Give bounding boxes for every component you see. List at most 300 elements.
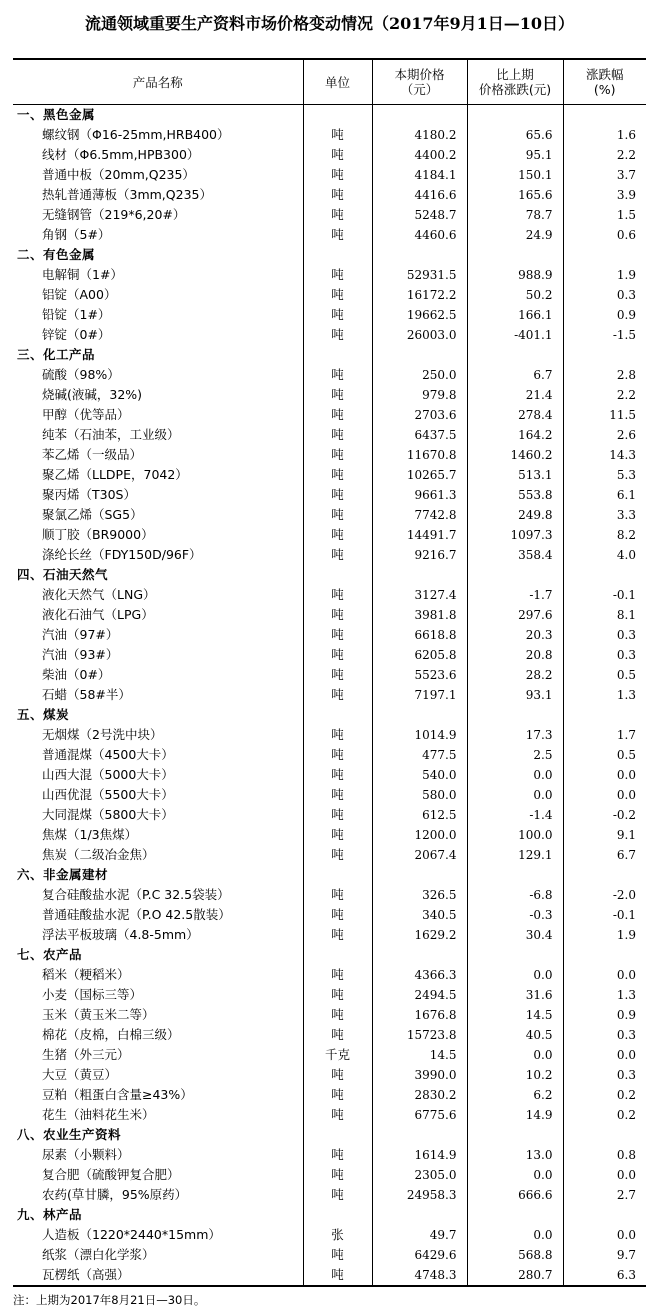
table-row xyxy=(13,485,646,505)
table-row xyxy=(13,665,646,685)
product-name-text: 聚乙烯（LLDPE，7042） xyxy=(42,467,188,482)
product-name-text: 无缝钢管（219*6,20#） xyxy=(42,207,186,222)
table-row xyxy=(13,605,646,625)
product-name-text: 豆粕（粗蛋白含量≥43%） xyxy=(42,1087,193,1102)
cell-percent-change: 1.9 xyxy=(616,268,636,282)
cell-percent-change: 3.7 xyxy=(616,168,636,182)
cell-unit: 吨 xyxy=(303,725,372,745)
group-empty-cell xyxy=(303,245,372,265)
cell-percent-change: -2.0 xyxy=(612,888,636,902)
cell-product-name xyxy=(13,125,303,145)
cell-unit: 吨 xyxy=(303,785,372,805)
product-name-text: 山西大混（5000大卡） xyxy=(42,767,174,782)
product-name-text: 小麦（国标三等） xyxy=(42,987,143,1002)
table-row xyxy=(13,125,646,145)
column-header-current-price-line2: （元） xyxy=(400,82,439,97)
group-empty-cell xyxy=(563,105,646,126)
cell-product-name xyxy=(13,165,303,185)
cell-product-name xyxy=(13,285,303,305)
product-name-text: 无烟煤（2号洗中块） xyxy=(42,727,163,742)
cell-unit: 吨 xyxy=(303,1185,372,1205)
cell-percent-change: 9.1 xyxy=(616,828,636,842)
table-row xyxy=(13,505,646,525)
cell-current-price: 580.0 xyxy=(372,785,467,805)
cell-price-change: -401.1 xyxy=(467,325,563,345)
product-name-text: 棉花（皮棉，白棉三级） xyxy=(42,1027,180,1042)
cell-current-price: 4366.3 xyxy=(372,965,467,985)
group-empty-cell xyxy=(303,865,372,885)
cell-current-price: 979.8 xyxy=(372,385,467,405)
cell-product-name xyxy=(13,745,303,765)
group-empty-cell xyxy=(372,345,467,365)
cell-product-name xyxy=(13,445,303,465)
cell-unit: 吨 xyxy=(303,445,372,465)
cell-unit: 吨 xyxy=(303,425,372,445)
cell-price-change: 513.1 xyxy=(467,465,563,485)
cell-current-price: 14491.7 xyxy=(372,525,467,545)
cell-product-name xyxy=(13,505,303,525)
cell-unit: 吨 xyxy=(303,385,372,405)
product-name-text: 纸浆（漂白化学浆） xyxy=(42,1247,155,1262)
product-name-text: 螺纹钢（Φ16-25mm,HRB400） xyxy=(42,127,230,142)
cell-price-change: 0.0 xyxy=(467,765,563,785)
product-name-text: 普通混煤（4500大卡） xyxy=(42,747,174,762)
product-name-text: 角钢（5#） xyxy=(42,227,111,242)
product-name-text: 焦炭（二级冶金焦） xyxy=(42,847,155,862)
cell-unit: 吨 xyxy=(303,145,372,165)
table-row xyxy=(13,205,646,225)
table-row xyxy=(13,225,646,245)
table-row xyxy=(13,905,646,925)
column-header-unit: 单位 xyxy=(303,59,372,105)
cell-product-name xyxy=(13,605,303,625)
cell-product-name xyxy=(13,645,303,665)
cell-product-name xyxy=(13,1085,303,1105)
table-row xyxy=(13,145,646,165)
cell-product-name xyxy=(13,1045,303,1065)
cell-unit: 吨 xyxy=(303,825,372,845)
group-empty-cell xyxy=(467,1205,563,1225)
cell-current-price: 15723.8 xyxy=(372,1025,467,1045)
group-empty-cell xyxy=(303,1205,372,1225)
cell-percent-change: 2.6 xyxy=(616,428,636,442)
product-name-text: 顺丁胶（BR9000） xyxy=(42,527,154,542)
cell-percent-change: -0.2 xyxy=(612,808,636,822)
cell-unit: 吨 xyxy=(303,545,372,565)
product-name-text: 生猪（外三元） xyxy=(42,1047,130,1062)
cell-product-name xyxy=(13,1145,303,1165)
table-row xyxy=(13,725,646,745)
cell-percent-change: 0.3 xyxy=(616,288,636,302)
group-empty-cell xyxy=(372,105,467,126)
product-name-text: 尿素（小颗料） xyxy=(42,1147,130,1162)
cell-unit: 吨 xyxy=(303,1165,372,1185)
cell-product-name xyxy=(13,1005,303,1025)
cell-current-price: 6205.8 xyxy=(372,645,467,665)
table-row xyxy=(13,1045,646,1065)
cell-unit: 吨 xyxy=(303,285,372,305)
product-name-text: 涤纶长丝（FDY150D/96F） xyxy=(42,547,202,562)
cell-percent-change: 0.6 xyxy=(616,228,636,242)
cell-current-price: 4748.3 xyxy=(372,1265,467,1286)
cell-percent-change: 0.0 xyxy=(616,1168,636,1182)
cell-unit: 吨 xyxy=(303,305,372,325)
table-row xyxy=(13,745,646,765)
cell-percent-change: 0.0 xyxy=(616,768,636,782)
cell-price-change: 249.8 xyxy=(467,505,563,525)
product-name-text: 电解铜（1#） xyxy=(42,267,123,282)
cell-current-price: 1614.9 xyxy=(372,1145,467,1165)
cell-unit: 吨 xyxy=(303,885,372,905)
cell-percent-change: 2.8 xyxy=(616,368,636,382)
cell-price-change: 1460.2 xyxy=(467,445,563,465)
group-empty-cell xyxy=(303,105,372,126)
table-row xyxy=(13,1025,646,1045)
cell-price-change: 6.2 xyxy=(467,1085,563,1105)
column-header-price-change xyxy=(467,59,563,105)
table-row xyxy=(13,1065,646,1085)
product-name-text: 热轧普通薄板（3mm,Q235） xyxy=(42,187,212,202)
cell-product-name xyxy=(13,805,303,825)
cell-current-price: 1676.8 xyxy=(372,1005,467,1025)
cell-price-change: 1097.3 xyxy=(467,525,563,545)
cell-current-price: 340.5 xyxy=(372,905,467,925)
cell-unit: 吨 xyxy=(303,525,372,545)
cell-percent-change: 2.2 xyxy=(616,148,636,162)
cell-unit: 吨 xyxy=(303,745,372,765)
cell-price-change: 166.1 xyxy=(467,305,563,325)
cell-price-change: 553.8 xyxy=(467,485,563,505)
cell-unit: 吨 xyxy=(303,905,372,925)
group-empty-cell xyxy=(372,945,467,965)
table-row xyxy=(13,165,646,185)
group-label: 二、有色金属 xyxy=(13,245,303,265)
cell-current-price: 7197.1 xyxy=(372,685,467,705)
cell-percent-change: 6.3 xyxy=(616,1268,636,1282)
cell-current-price: 6437.5 xyxy=(372,425,467,445)
table-row xyxy=(13,805,646,825)
cell-percent-change: 9.7 xyxy=(616,1248,636,1262)
cell-unit: 吨 xyxy=(303,1245,372,1265)
cell-price-change: -1.4 xyxy=(467,805,563,825)
table-row xyxy=(13,1005,646,1025)
product-name-text: 烧碱(液碱，32%) xyxy=(42,387,143,402)
group-empty-cell xyxy=(467,865,563,885)
cell-product-name xyxy=(13,965,303,985)
cell-price-change: 129.1 xyxy=(467,845,563,865)
table-row xyxy=(13,285,646,305)
cell-unit: 吨 xyxy=(303,605,372,625)
cell-price-change: 568.8 xyxy=(467,1245,563,1265)
cell-product-name xyxy=(13,1265,303,1286)
cell-product-name xyxy=(13,425,303,445)
product-name-text: 普通硅酸盐水泥（P.O 42.5散装） xyxy=(42,907,231,922)
cell-percent-change: -1.5 xyxy=(612,328,636,342)
group-empty-cell xyxy=(467,245,563,265)
table-row xyxy=(13,785,646,805)
cell-product-name xyxy=(13,305,303,325)
cell-percent-change: 0.0 xyxy=(616,788,636,802)
cell-product-name xyxy=(13,205,303,225)
table-row xyxy=(13,925,646,945)
cell-percent-change: -0.1 xyxy=(612,588,636,602)
cell-current-price: 1629.2 xyxy=(372,925,467,945)
table-row xyxy=(13,625,646,645)
cell-current-price: 1200.0 xyxy=(372,825,467,845)
group-empty-cell xyxy=(467,945,563,965)
cell-unit: 吨 xyxy=(303,925,372,945)
cell-unit: 吨 xyxy=(303,645,372,665)
group-empty-cell xyxy=(303,345,372,365)
cell-price-change: 100.0 xyxy=(467,825,563,845)
cell-price-change: 164.2 xyxy=(467,425,563,445)
cell-current-price: 1014.9 xyxy=(372,725,467,745)
group-empty-cell xyxy=(467,565,563,585)
cell-unit: 吨 xyxy=(303,125,372,145)
group-empty-cell xyxy=(467,705,563,725)
cell-percent-change: 0.9 xyxy=(616,1008,636,1022)
cell-product-name xyxy=(13,1025,303,1045)
cell-price-change: 13.0 xyxy=(467,1145,563,1165)
group-empty-cell xyxy=(372,565,467,585)
cell-price-change: 50.2 xyxy=(467,285,563,305)
cell-price-change: 14.9 xyxy=(467,1105,563,1125)
cell-unit: 吨 xyxy=(303,1105,372,1125)
cell-price-change: -1.7 xyxy=(467,585,563,605)
cell-unit: 吨 xyxy=(303,1025,372,1045)
product-name-text: 山西优混（5500大卡） xyxy=(42,787,174,802)
cell-product-name xyxy=(13,925,303,945)
table-row xyxy=(13,1245,646,1265)
cell-price-change: 28.2 xyxy=(467,665,563,685)
table-row xyxy=(13,185,646,205)
cell-unit: 吨 xyxy=(303,1065,372,1085)
cell-percent-change: 1.3 xyxy=(616,688,636,702)
cell-product-name xyxy=(13,325,303,345)
cell-percent-change: 1.9 xyxy=(616,928,636,942)
cell-unit: 吨 xyxy=(303,805,372,825)
cell-product-name xyxy=(13,185,303,205)
group-empty-cell xyxy=(372,705,467,725)
cell-unit: 吨 xyxy=(303,1265,372,1286)
cell-current-price: 19662.5 xyxy=(372,305,467,325)
cell-price-change: 31.6 xyxy=(467,985,563,1005)
cell-percent-change: 11.5 xyxy=(609,408,636,422)
cell-unit: 吨 xyxy=(303,1145,372,1165)
cell-product-name xyxy=(13,265,303,285)
table-container xyxy=(13,35,646,1287)
cell-current-price: 4180.2 xyxy=(372,125,467,145)
cell-price-change: 10.2 xyxy=(467,1065,563,1085)
cell-unit: 吨 xyxy=(303,965,372,985)
cell-unit: 吨 xyxy=(303,685,372,705)
group-empty-cell xyxy=(467,1125,563,1145)
table-row xyxy=(13,545,646,565)
product-name-text: 液化天然气（LNG） xyxy=(42,587,156,602)
cell-price-change: 21.4 xyxy=(467,385,563,405)
cell-current-price: 250.0 xyxy=(372,365,467,385)
cell-price-change: 280.7 xyxy=(467,1265,563,1286)
cell-percent-change: 0.3 xyxy=(616,1068,636,1082)
cell-product-name xyxy=(13,1165,303,1185)
cell-unit: 吨 xyxy=(303,405,372,425)
cell-percent-change: 4.0 xyxy=(616,548,636,562)
cell-percent-change: 8.1 xyxy=(616,608,636,622)
cell-current-price: 9661.3 xyxy=(372,485,467,505)
cell-current-price: 6429.6 xyxy=(372,1245,467,1265)
cell-price-change: 0.0 xyxy=(467,1045,563,1065)
cell-percent-change: 0.3 xyxy=(616,1028,636,1042)
table-row xyxy=(13,1085,646,1105)
table-row xyxy=(13,265,646,285)
table-header xyxy=(13,59,646,105)
table-row xyxy=(13,305,646,325)
cell-unit: 千克 xyxy=(303,1045,372,1065)
group-empty-cell xyxy=(372,1125,467,1145)
cell-current-price: 10265.7 xyxy=(372,465,467,485)
cell-percent-change: 0.0 xyxy=(616,1228,636,1242)
cell-percent-change: 3.3 xyxy=(616,508,636,522)
cell-product-name xyxy=(13,1225,303,1245)
cell-percent-change: 2.2 xyxy=(616,388,636,402)
cell-current-price: 7742.8 xyxy=(372,505,467,525)
cell-price-change: 30.4 xyxy=(467,925,563,945)
cell-current-price: 2494.5 xyxy=(372,985,467,1005)
cell-product-name xyxy=(13,405,303,425)
cell-price-change: 0.0 xyxy=(467,1165,563,1185)
cell-percent-change: 0.3 xyxy=(616,628,636,642)
cell-product-name xyxy=(13,665,303,685)
group-empty-cell xyxy=(563,1205,646,1225)
cell-current-price: 3990.0 xyxy=(372,1065,467,1085)
cell-unit: 吨 xyxy=(303,325,372,345)
product-name-text: 线材（Φ6.5mm,HPB300） xyxy=(42,147,200,162)
cell-price-change: 95.1 xyxy=(467,145,563,165)
product-name-text: 柴油（0#） xyxy=(42,667,111,682)
cell-current-price: 3981.8 xyxy=(372,605,467,625)
cell-unit: 张 xyxy=(303,1225,372,1245)
product-name-text: 大豆（黄豆） xyxy=(42,1067,118,1082)
cell-price-change: 666.6 xyxy=(467,1185,563,1205)
cell-percent-change: 1.5 xyxy=(616,208,636,222)
product-name-text: 复合硅酸盐水泥（P.C 32.5袋装） xyxy=(42,887,230,902)
group-empty-cell xyxy=(563,1125,646,1145)
cell-price-change: 358.4 xyxy=(467,545,563,565)
product-name-text: 液化石油气（LPG） xyxy=(42,607,154,622)
cell-product-name xyxy=(13,385,303,405)
table-row xyxy=(13,445,646,465)
table-row xyxy=(13,965,646,985)
product-name-text: 稻米（粳稻米） xyxy=(42,967,130,982)
product-name-text: 花生（油料花生米） xyxy=(42,1107,155,1122)
product-name-text: 人造板（1220*2440*15mm） xyxy=(42,1227,221,1242)
cell-product-name xyxy=(13,885,303,905)
cell-product-name xyxy=(13,1245,303,1265)
group-empty-cell xyxy=(563,865,646,885)
group-empty-cell xyxy=(372,865,467,885)
column-header-current-price xyxy=(372,59,467,105)
product-name-text: 焦煤（1/3焦煤） xyxy=(42,827,138,842)
table-group-row xyxy=(13,245,646,265)
cell-current-price: 4416.6 xyxy=(372,185,467,205)
cell-percent-change: 8.2 xyxy=(616,528,636,542)
table-group-row xyxy=(13,945,646,965)
cell-unit: 吨 xyxy=(303,765,372,785)
cell-unit: 吨 xyxy=(303,165,372,185)
column-header-price-change-line1: 比上期 xyxy=(496,67,534,82)
group-empty-cell xyxy=(467,105,563,126)
cell-product-name xyxy=(13,485,303,505)
cell-price-change: 297.6 xyxy=(467,605,563,625)
group-empty-cell xyxy=(563,565,646,585)
group-empty-cell xyxy=(372,1205,467,1225)
cell-current-price: 4460.6 xyxy=(372,225,467,245)
cell-current-price: 326.5 xyxy=(372,885,467,905)
product-name-text: 甲醇（优等品） xyxy=(42,407,130,422)
cell-price-change: 78.7 xyxy=(467,205,563,225)
group-empty-cell xyxy=(372,245,467,265)
cell-current-price: 477.5 xyxy=(372,745,467,765)
cell-price-change: 278.4 xyxy=(467,405,563,425)
cell-product-name xyxy=(13,145,303,165)
table-footnote: 注：上期为2017年8月21日—30日。 xyxy=(13,1293,206,1307)
cell-percent-change: 1.7 xyxy=(616,728,636,742)
table-row xyxy=(13,525,646,545)
cell-unit: 吨 xyxy=(303,985,372,1005)
cell-percent-change: 6.1 xyxy=(616,488,636,502)
table-row xyxy=(13,1105,646,1125)
group-label: 三、化工产品 xyxy=(13,345,303,365)
column-header-percent-change-line1: 涨跌幅 xyxy=(585,67,624,82)
cell-current-price: 4400.2 xyxy=(372,145,467,165)
product-name-text: 瓦楞纸（高强） xyxy=(42,1267,130,1282)
product-name-text: 农药(草甘膦，95%原药） xyxy=(42,1187,188,1202)
cell-percent-change: 0.5 xyxy=(616,748,636,762)
product-name-text: 石蜡（58#半） xyxy=(42,687,131,702)
cell-current-price: 14.5 xyxy=(372,1045,467,1065)
cell-percent-change: 0.0 xyxy=(616,968,636,982)
cell-current-price: 2067.4 xyxy=(372,845,467,865)
product-name-text: 复合肥（硫酸钾复合肥） xyxy=(42,1167,180,1182)
cell-percent-change: 5.3 xyxy=(616,468,636,482)
cell-current-price: 52931.5 xyxy=(372,265,467,285)
group-label: 八、农业生产资料 xyxy=(13,1125,303,1145)
product-name-text: 聚丙烯（T30S） xyxy=(42,487,136,502)
cell-current-price: 49.7 xyxy=(372,1225,467,1245)
cell-current-price: 5523.6 xyxy=(372,665,467,685)
cell-price-change: -0.3 xyxy=(467,905,563,925)
table-group-row xyxy=(13,345,646,365)
table-row xyxy=(13,765,646,785)
cell-product-name xyxy=(13,1065,303,1085)
cell-current-price: 2305.0 xyxy=(372,1165,467,1185)
cell-unit: 吨 xyxy=(303,205,372,225)
cell-current-price: 6618.8 xyxy=(372,625,467,645)
cell-product-name xyxy=(13,225,303,245)
page-title: 流通领域重要生产资料市场价格变动情况（2017年9月1日—10日） xyxy=(84,14,575,33)
column-header-product-name: 产品名称 xyxy=(13,59,303,105)
product-name-text: 普通中板（20mm,Q235） xyxy=(42,167,195,182)
group-empty-cell xyxy=(303,945,372,965)
cell-percent-change: 2.7 xyxy=(616,1188,636,1202)
product-name-text: 苯乙烯（一级品） xyxy=(42,447,143,462)
cell-product-name xyxy=(13,845,303,865)
cell-current-price: 16172.2 xyxy=(372,285,467,305)
cell-current-price: 11670.8 xyxy=(372,445,467,465)
cell-product-name xyxy=(13,365,303,385)
table-row xyxy=(13,1225,646,1245)
product-name-text: 汽油（97#） xyxy=(42,627,119,642)
